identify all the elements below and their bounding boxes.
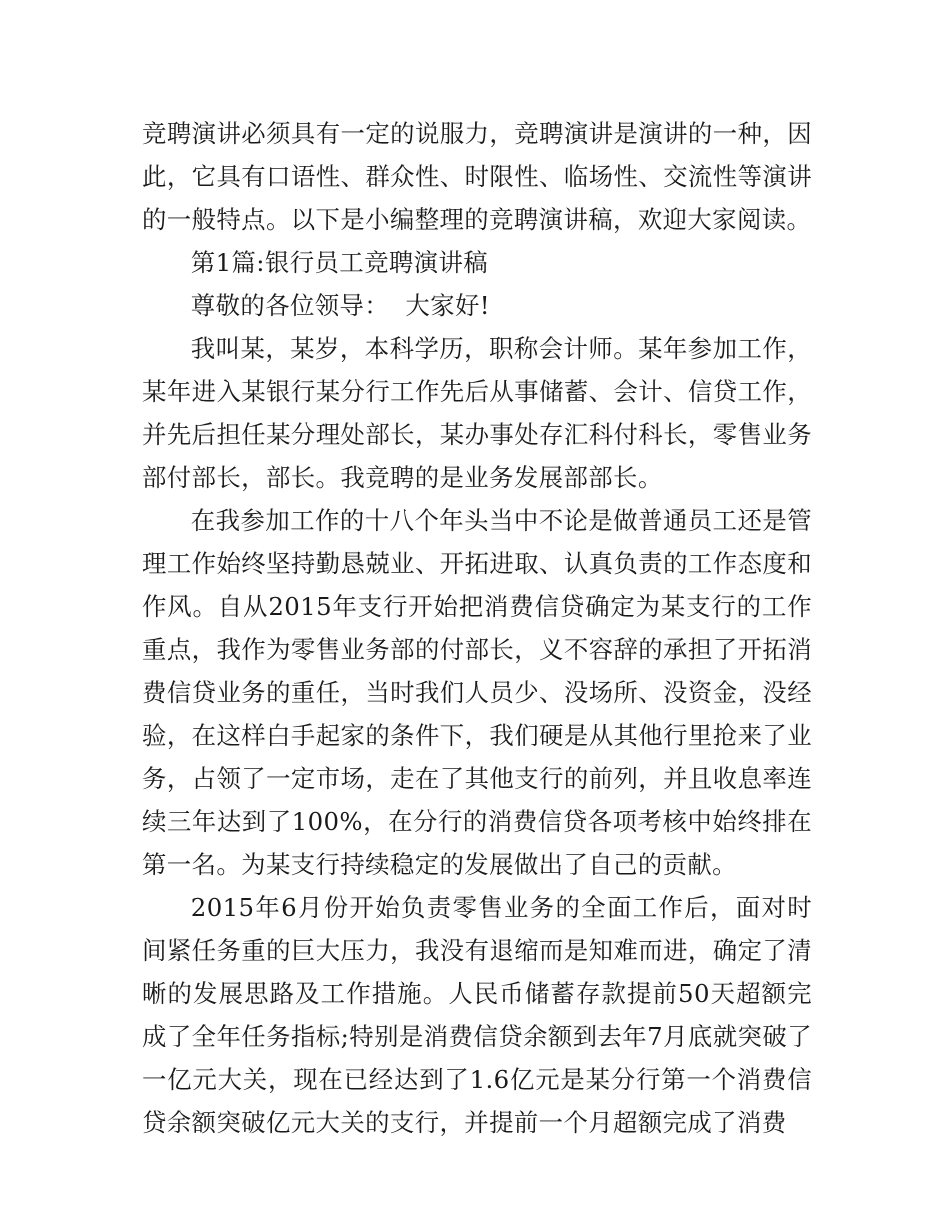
body-paragraph: 我叫某，某岁，本科学历，职称会计师。某年参加工作，某年进入某银行某分行工作先后从事储蓄、会计、信贷工作，并先后担任某分理处部长，某办事处存汇科付科长，零售业务部付部长，部长。我竞聘的是业务发展部部长。 (142, 334, 812, 492)
body-paragraph: 在我参加工作的十八个年头当中不论是做普通员工还是管理工作始终坚持勤恳兢业、开拓进取、认真负责的工作态度和作风。自从2015年支行开始把消费信贷确定为某支行的工作重点，我作为零售业务部的付部长，义不容辞的承担了开拓消费信贷业务的重任，当时我们人员少、没场所、没资金，没经验，在这样白手起家的条件下，我们硬是从其他行里抢来了业务，占领了一定市场，走在了其他支行的前列，并且收息率连续三年达到了100%，在分行的消费信贷各项考核中始终排在第一名。为某支行持续稳定的发展做出了自己的贡献。 (142, 506, 812, 879)
greeting-paragraph: 尊敬的各位领导： 大家好! (190, 291, 491, 320)
article-heading: 第1篇:银行员工竞聘演讲稿 (190, 248, 489, 277)
document-page (142, 112, 812, 1144)
intro-paragraph: 竞聘演讲必须具有一定的说服力，竞聘演讲是演讲的一种，因此，它具有口语性、群众性、时限性、临场性、交流性等演讲的一般特点。以下是小编整理的竞聘演讲稿，欢迎大家阅读。 (142, 119, 812, 234)
body-paragraph: 2015年6月份开始负责零售业务的全面工作后，面对时间紧任务重的巨大压力，我没有退缩而是知难而进，确定了清晰的发展思路及工作措施。人民币储蓄存款提前50天超额完成了全年任务指标;特别是消费信贷余额到去年7月底就突破了一亿元大关，现在已经达到了1.6亿元是某分行第一个消费信贷余额突破亿元大关的支行，并提前一个月超额完成了消费 (142, 893, 812, 1137)
